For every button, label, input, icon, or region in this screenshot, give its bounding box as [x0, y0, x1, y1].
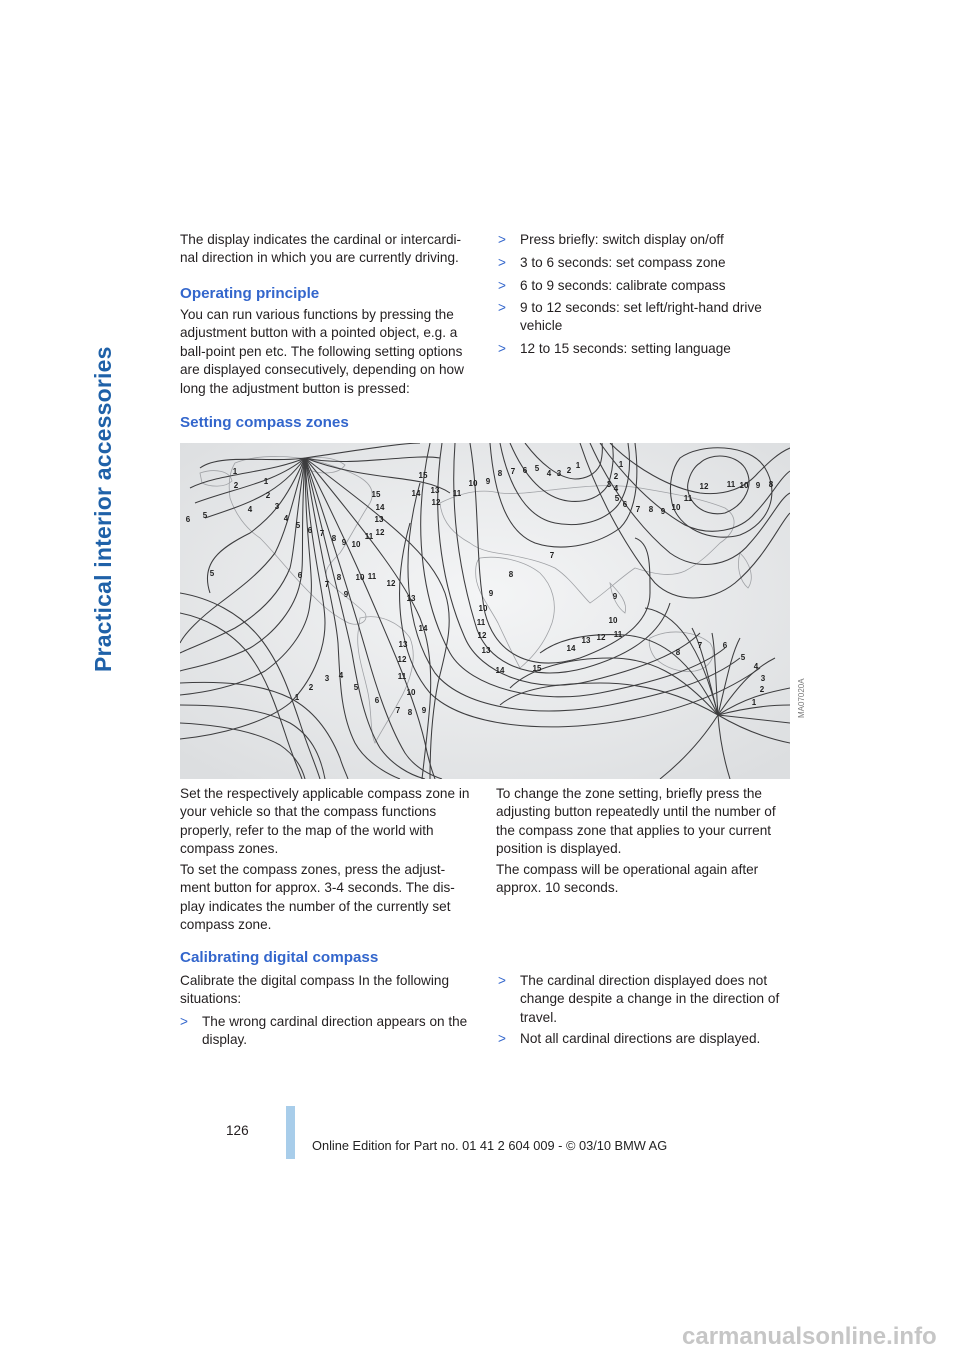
- zone-number-label: 9: [421, 706, 427, 715]
- zone-number-label: 14: [411, 489, 421, 498]
- zone-number-label: 13: [481, 646, 491, 655]
- zone-number-label: 3: [760, 674, 766, 683]
- zone-number-label: 1: [263, 477, 269, 486]
- bullet-marker: >: [498, 341, 506, 356]
- zone-number-label: 8: [768, 480, 774, 489]
- zone-number-label: 10: [608, 616, 618, 625]
- setting-compass-zones-heading: Setting compass zones: [180, 414, 349, 431]
- zone-number-label: 7: [319, 529, 325, 538]
- zone-number-label: 10: [739, 481, 749, 490]
- calibration-case-item: > The wrong cardinal direction appears on the display.: [180, 1014, 468, 1048]
- zone-number-label: 3: [556, 469, 562, 478]
- zone-number-label: 11: [726, 480, 736, 489]
- zone-number-label: 10: [406, 688, 416, 697]
- zone-number-label: 9: [488, 589, 494, 598]
- zone-number-label: 7: [510, 467, 516, 476]
- bullet-marker: >: [498, 278, 506, 293]
- zone-number-label: 6: [622, 500, 628, 509]
- operating-principle-heading: Operating principle: [180, 285, 320, 302]
- zone-number-label: 8: [336, 573, 342, 582]
- zone-number-label: 4: [283, 514, 289, 523]
- bullet-marker: >: [498, 973, 506, 988]
- watermark: carmanualsonline.info: [682, 1323, 937, 1350]
- zone-number-label: 1: [294, 693, 300, 702]
- zone-number-label: 10: [478, 604, 488, 613]
- zone-number-label: 3: [324, 674, 330, 683]
- zone-number-label: 12: [431, 498, 441, 507]
- bullet-marker: >: [498, 300, 506, 315]
- intro-paragraph: The display indicates the cardinal or intercardi-nal direction in which you are currently driving.: [180, 232, 462, 266]
- zone-number-label: 13: [406, 594, 416, 603]
- zone-number-label: 12: [397, 655, 407, 664]
- zone-number-label: 2: [566, 466, 572, 475]
- zone-number-label: 5: [534, 464, 540, 473]
- function-list-item: > Press briefly: switch display on/off: [498, 231, 798, 249]
- function-list-item: > 9 to 12 seconds: set left/right-hand drive vehicle: [498, 300, 762, 334]
- zone-number-label: 1: [575, 461, 581, 470]
- calibration-case-item: > Not all cardinal directions are displayed.: [498, 1030, 798, 1048]
- zone-number-label: 7: [395, 706, 401, 715]
- footer-edition-note: Online Edition for Part no. 01 41 2 604 009 - © 03/10 BMW AG: [312, 1138, 668, 1153]
- zone-number-label: 11: [364, 532, 374, 541]
- zone-number-label: 1: [751, 698, 757, 707]
- zone-number-label: 13: [430, 486, 440, 495]
- zone-number-label: 2: [759, 685, 765, 694]
- zone-number-label: 5: [740, 653, 746, 662]
- zone-number-label: 4: [546, 469, 552, 478]
- zone-number-label: 4: [338, 671, 344, 680]
- zone-number-label: 12: [477, 631, 487, 640]
- zone-number-label: 11: [683, 494, 693, 503]
- zone-number-label: 4: [753, 662, 759, 671]
- zone-number-label: 12: [596, 633, 606, 642]
- bullet-marker: >: [498, 255, 506, 270]
- compass-zone-world-map: [180, 443, 790, 779]
- zone-number-label: 13: [581, 636, 591, 645]
- zone-number-label: 1: [232, 467, 238, 476]
- zone-number-label: 12: [375, 528, 385, 537]
- calibrating-paragraph: Calibrate the digital compass In the following situations:: [180, 973, 450, 1007]
- function-list-item: > 12 to 15 seconds: setting language: [498, 340, 798, 358]
- zone-number-label: 5: [295, 521, 301, 530]
- calibration-case-item: > The cardinal direction displayed does not change despite a change in the direction of travel.: [498, 973, 780, 1025]
- zone-number-label: 14: [375, 503, 385, 512]
- zone-number-label: 8: [331, 534, 337, 543]
- zone-number-label: 6: [722, 641, 728, 650]
- zone-number-label: 4: [247, 505, 253, 514]
- zone-number-label: 7: [635, 505, 641, 514]
- zone-number-label: 3: [274, 502, 280, 511]
- zone-number-label: 9: [485, 477, 491, 486]
- zone-number-label: 7: [697, 641, 703, 650]
- zone-number-label: 15: [418, 471, 428, 480]
- zone-number-label: 11: [476, 618, 486, 627]
- zone-number-label: 6: [297, 571, 303, 580]
- zone-number-label: 13: [398, 640, 408, 649]
- zone-number-label: 5: [202, 511, 208, 520]
- side-chapter-title: Practical interior accessories: [90, 346, 116, 672]
- zone-number-label: 10: [671, 503, 681, 512]
- zone-number-label: 6: [185, 515, 191, 524]
- zone-number-label: 15: [532, 664, 542, 673]
- zones-paragraph: To change the zone setting, briefly press the adjusting button repeatedly until the number of the compass zone that applies to your current position is displayed.: [496, 786, 776, 857]
- zone-number-label: 10: [355, 573, 365, 582]
- zone-number-label: 11: [367, 572, 377, 581]
- zones-paragraph: To set the compass zones, press the adjust-ment button for approx. 3-4 seconds. The dis-play indicates the number of the currently set compass zone.: [180, 862, 455, 933]
- operating-principle-paragraph: You can run various functions by pressing the adjustment button with a pointed object, e.g. a ball-point pen etc. The following setting options are displayed consecutively, depending on how long the adjustment button is pressed:: [180, 307, 464, 396]
- zone-number-label: 4: [613, 484, 619, 493]
- zone-number-label: 13: [374, 515, 384, 524]
- zone-number-label: 8: [648, 505, 654, 514]
- bullet-marker: >: [498, 1031, 506, 1046]
- zone-number-label: 6: [374, 696, 380, 705]
- zone-number-label: 9: [755, 481, 761, 490]
- zone-number-label: 7: [549, 551, 555, 560]
- zone-number-label: 8: [675, 648, 681, 657]
- zone-number-label: 2: [308, 683, 314, 692]
- zone-number-label: 15: [371, 490, 381, 499]
- zones-paragraph: Set the respectively applicable compass zone in your vehicle so that the compass functions properly, refer to the map of the world with compass zones.: [180, 786, 470, 857]
- zone-number-label: 2: [613, 472, 619, 481]
- zone-number-label: 14: [418, 624, 428, 633]
- page-number: 126: [226, 1123, 249, 1138]
- zone-number-label: 10: [468, 479, 478, 488]
- zone-number-label: 14: [566, 644, 576, 653]
- zone-number-label: 1: [618, 460, 624, 469]
- zone-number-label: 9: [612, 592, 618, 601]
- zone-number-label: 9: [343, 590, 349, 599]
- zone-number-label: 12: [386, 579, 396, 588]
- zone-number-label: 5: [614, 494, 620, 503]
- bullet-marker: >: [180, 1014, 188, 1029]
- zone-number-label: 6: [522, 466, 528, 475]
- zone-number-label: 8: [508, 570, 514, 579]
- map-reference-code: MA07020A: [797, 678, 806, 718]
- zone-number-label: 9: [341, 538, 347, 547]
- zone-number-label: 11: [452, 489, 462, 498]
- zone-number-label: 2: [233, 481, 239, 490]
- zone-number-label: 14: [495, 666, 505, 675]
- zone-number-label: 9: [660, 507, 666, 516]
- zone-number-label: 5: [209, 569, 215, 578]
- function-list-item: > 6 to 9 seconds: calibrate compass: [498, 277, 798, 295]
- zone-number-label: 2: [265, 491, 271, 500]
- zone-number-label: 12: [699, 482, 709, 491]
- calibrating-compass-heading: Calibrating digital compass: [180, 949, 379, 966]
- zone-number-label: 3: [606, 480, 612, 489]
- function-list-item: > 3 to 6 seconds: set compass zone: [498, 254, 798, 272]
- zone-number-label: 8: [407, 708, 413, 717]
- footer-accent-bar: [286, 1106, 295, 1159]
- zone-number-label: 10: [351, 540, 361, 549]
- zone-number-label: 7: [324, 580, 330, 589]
- zone-number-label: 11: [397, 672, 407, 681]
- zone-number-label: 5: [353, 683, 359, 692]
- zone-number-label: 11: [613, 630, 623, 639]
- zone-number-label: 8: [497, 469, 503, 478]
- zone-number-label: 6: [307, 526, 313, 535]
- zones-paragraph: The compass will be operational again after approx. 10 seconds.: [496, 862, 759, 896]
- bullet-marker: >: [498, 232, 506, 247]
